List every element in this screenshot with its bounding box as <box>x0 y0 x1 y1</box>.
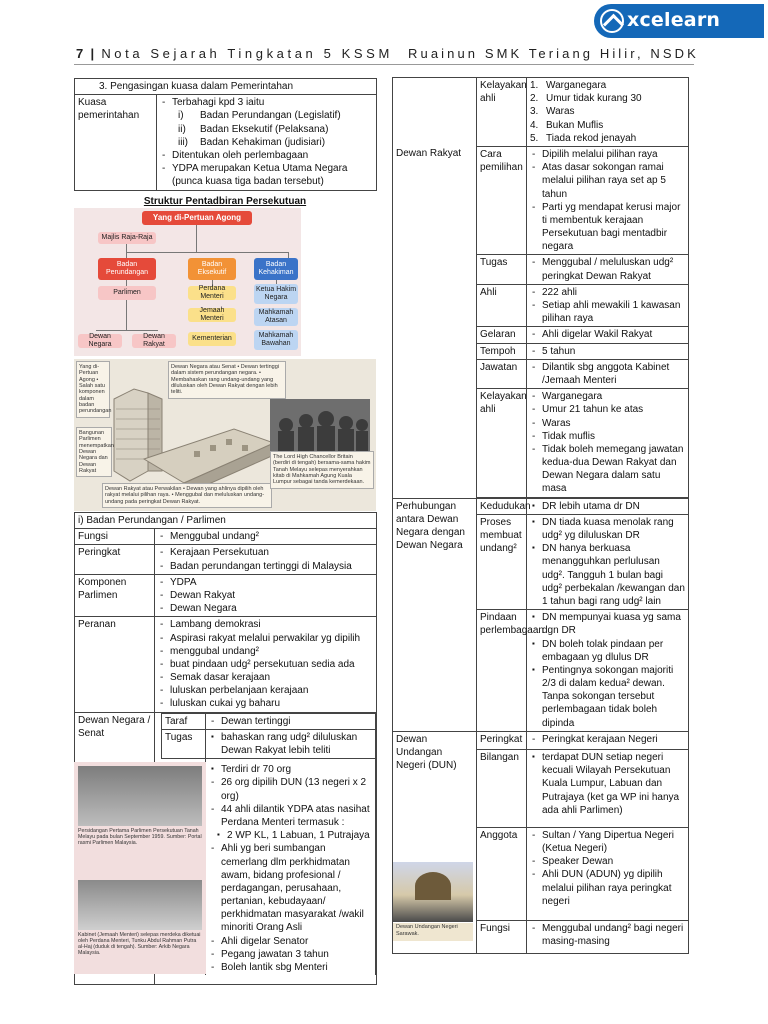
row-item: - Aspirasi rakyat melalui perwakilar yg dipilih <box>158 632 373 645</box>
kelayakan-item: 5. Tiada rekod jenayah <box>530 132 637 144</box>
header-rule <box>74 64 694 65</box>
xcelearn-logo-icon <box>600 9 624 33</box>
photo-caption-2: Kabinet (Jemaah Menteri) selepas merdeka diketuai oleh Perdana Menteri, Tunku Abdul Rahman Putra al-Haj (duduk di tengah). Sumber: Arkib Negara Malaysia. <box>78 932 201 957</box>
row-item: - luluskan perbelanjaan kerajaan <box>158 684 373 697</box>
diagram-dn: Dewan Negara <box>78 334 122 348</box>
page-number: 7 <box>76 46 84 61</box>
row-item: - Dewan Rakyat <box>158 589 373 602</box>
row-item: - buat pindaan udg² persekutuan sedia ada <box>158 658 373 671</box>
kelayakan-item: 3. Waras <box>530 106 575 118</box>
diagram-pm: Perdana Menteri <box>188 286 236 300</box>
diagram-parlimen: Parlimen <box>98 286 156 300</box>
row-label: Fungsi <box>75 529 155 545</box>
dun-row-item: - Sultan / Yang Dipertua Negeri (Ketua Negeri) <box>530 829 685 855</box>
header-left <box>76 45 393 62</box>
row-label: Komponen Parlimen <box>75 574 155 617</box>
kuasa-intro: - Terbahagi kpd 3 iaitu <box>160 96 373 109</box>
dn-row-item: - Dewan tertinggi <box>209 715 372 728</box>
hub-row-item: ▪ DN hanya berkuasa menangguhkan perlulusan udg². Tangguh 1 bulan bagi udg² perbekalan /kewangan dan 1 tahun bagi rang udg² lain <box>530 542 685 608</box>
header-left-title: Nota Sejarah Tingkatan 5 KSSM <box>101 46 393 61</box>
kelayakan-item: 1. Warganegara <box>530 80 607 91</box>
dr-row-label: Cara pemilihan <box>477 146 527 255</box>
dr-row-item: - Tidak boleh memegang jawatan kedua-dua Dewan Rakyat dan Dewan Negara dalam satu masa <box>530 443 685 496</box>
right-table <box>392 77 689 954</box>
logo-text: xcelearn <box>627 9 721 32</box>
photo-caption-1: Persidangan Pertama Parlimen Persekutuan Tanah Melayu pada bulan September 1959. Sumber: Portal rasmi Parlimen Malaysia. <box>78 828 202 847</box>
dr-row-item: - Dilantik sbg anggota Kabinet /Jemaah Menteri <box>530 361 685 387</box>
diagram-jemaah: Jemaah Menteri <box>188 308 236 322</box>
dr-row-item: - 222 ahli <box>530 286 685 299</box>
dr-label: Dewan Rakyat <box>396 148 462 159</box>
row-label: Peranan <box>75 617 155 712</box>
xcelearn-logo <box>594 4 764 38</box>
dun-row-item: ▪ terdapat DUN setiap negeri kecuali Wilayah Persekutuan Kuala Lumpur, Labuan dan Putrajaya (ket ga WP ini hanya ada ahli Parlimen) <box>530 751 685 817</box>
kuasa-point: - Ditentukan oleh perlembagaan <box>160 149 373 162</box>
row-item: - Lambang demokrasi <box>158 618 373 631</box>
row-item: - Kerajaan Persekutuan <box>158 546 373 559</box>
dun-row-label: Bilangan <box>477 750 527 828</box>
kabinet-photo <box>78 880 202 930</box>
hub-row-item: ▪ DN tiada kuasa menolak rang udg² yg diluluskan DR <box>530 516 685 542</box>
hub-row-item: ▪ Pentingnya sokongan majoriti 2/3 di dalam kedua² dewan. Tanpa sokongan tersebut perlembagaan tidak boleh dipinda <box>530 664 685 730</box>
dr-row-label: Kelayakan ahli <box>477 389 527 498</box>
dun-row-item: - Peringkat kerajaan Negeri <box>530 733 685 746</box>
header-separator: | <box>90 46 95 61</box>
bangunan-note: Bangunan Parlimen menempatkan Dewan Negara dan Dewan Rakyat <box>76 427 112 477</box>
row-item: - Menggubal undang² <box>158 530 373 543</box>
diagram-mb: Mahkamah Bawahan <box>254 330 298 350</box>
dr-row-item: - Parti yg mendapat kerusi major ti membentuk kerajaan Persekutuan bagi mentadbir negara <box>530 201 685 254</box>
dn-note: Dewan Negara atau Senat • Dewan tertinggi dalam sistem perundangan negara. • Membahaskan rang undang-undang yang diluluskan oleh Dewan Rakyat dengan lebih teliti. <box>168 361 286 399</box>
dr-row-item: - Waras <box>530 417 685 430</box>
row-label: Peringkat <box>75 545 155 574</box>
ahli-item: ▪ Terdiri dr 70 org <box>209 763 372 776</box>
dr-row-label: Ahli <box>477 284 527 327</box>
ahli-item: - Ahli digelar Senator <box>209 935 372 948</box>
diagram-perundangan: Badan Perundangan <box>98 258 156 280</box>
branch-item: ii) Badan Eksekutif (Pelaksana) <box>178 123 329 135</box>
dr-row-item: - 5 tahun <box>530 345 685 358</box>
dr-row-label: Tempoh <box>477 343 527 359</box>
branch-list <box>160 109 373 149</box>
dun-row-item: - Speaker Dewan <box>530 855 685 868</box>
row-item: - menggubal undang² <box>158 645 373 658</box>
dr-row-item: - Tidak muflis <box>530 430 685 443</box>
dr-row-item: - Umur 21 tahun ke atas <box>530 403 685 416</box>
kelayakan-item: 2. Umur tidak kurang 30 <box>530 93 642 105</box>
ahli-sub: ▪ 2 WP KL, 1 Labuan, 1 Putrajaya <box>215 829 372 842</box>
ahli-item: - 44 ahli dilantik YDPA atas nasihat Perdana Menteri termasuk : <box>209 803 372 829</box>
dr-row-label: Jawatan <box>477 359 527 388</box>
dn-row-item: ▪ bahaskan rang udg² diluluskan Dewan Rakyat lebih teliti <box>209 731 372 757</box>
ahli-item: - 26 org dipilih DUN (13 negeri x 2 org) <box>209 776 372 802</box>
ahli-item: - Boleh lantik sbg Menteri <box>209 961 372 974</box>
diagram-eksekutif: Badan Eksekutif <box>188 258 236 280</box>
kuasa-label: Kuasa pemerintahan <box>75 95 157 190</box>
dr-row-item: - Atas dasar sokongan ramai melalui pilihan raya set ap 5 tahun <box>530 161 685 201</box>
dun-row-item: - Ahli DUN (ADUN) yg dipilih melalui pilihan raya peringkat negeri <box>530 868 685 908</box>
kuasa-content <box>157 95 377 190</box>
diagram-kehakiman: Badan Kehakiman <box>254 258 298 280</box>
dun-row-label: Fungsi <box>477 920 527 953</box>
dn-row-label: Taraf <box>162 713 206 729</box>
row-item: - Dewan Negara <box>158 602 373 615</box>
branch-item: i) Badan Perundangan (Legislatif) <box>178 110 341 122</box>
pentadbiran-diagram <box>74 208 301 356</box>
parlimen-photo <box>78 766 202 826</box>
kuasa-point: - YDPA merupakan Ketua Utama Negara (punca kuasa tiga badan tersebut) <box>160 162 373 188</box>
diagram-ma: Mahkamah Atasan <box>254 308 298 326</box>
row-item: - YDPA <box>158 576 373 589</box>
section-i-title: i) Badan Perundangan / Parlimen <box>75 513 377 529</box>
hub-row-label: Proses membuat undang² <box>477 514 527 609</box>
dun-row-label: Anggota <box>477 827 527 920</box>
ahli-item: - Pegang jawatan 3 tahun <box>209 948 372 961</box>
dun-photo-caption: Dewan Undangan Negeri Sarawak. <box>393 923 473 941</box>
hub-row-label: Kedudukan <box>477 498 527 514</box>
hub-row-item: ▪ DN mempunyai kuasa yg sama dgn DR <box>530 611 685 637</box>
hub-row-item: ▪ DN boleh tolak pindaan per embagaan yg dlulus DR <box>530 638 685 664</box>
diagram-hakim: Ketua Hakim Negara <box>254 284 298 304</box>
row-item: - luluskan cukai yg baharu <box>158 697 373 710</box>
kelayakan-label: Kelayakan ahli <box>477 78 527 147</box>
dr-row-label: Gelaran <box>477 327 527 343</box>
diagram-title: Struktur Pentadbiran Persekutuan <box>143 196 307 207</box>
row-item: - Badan perundangan tertinggi di Malaysia <box>158 560 373 573</box>
hub-row-label: Pindaan perlembagaan <box>477 610 527 732</box>
dr-row-item: - Warganegara <box>530 390 685 403</box>
diagram-majlis: Majlis Raja-Raja <box>98 232 156 244</box>
diagram-ydpa: Yang di-Pertuan Agong <box>142 211 252 225</box>
hub-row-item: ▪ DR lebih utama dr DN <box>530 500 685 513</box>
dun-label: Dewan Undangan Negeri (DUN) <box>393 731 477 953</box>
section-3-title: 3. Pengasingan kuasa dalam Pemerintahan <box>75 79 377 95</box>
historic-photos <box>74 762 206 974</box>
dr-row-item: - Dipilih melalui pilihan raya <box>530 148 685 161</box>
row-item: - Semak dasar kerajaan <box>158 671 373 684</box>
ydpa-note: Yang di-Pertuan Agong • Salah satu komponen dalam badan perundangan <box>76 361 110 418</box>
ahli-item: - Ahli yg beri sumbangan cemerlang dlm perkhidmatan awam, bidang profesional / perdagangan, perusahaan, pertanian, kebudayaan/ perkhidmatan masyarakat /wakil minoriti Orang Asli <box>209 842 372 934</box>
dr-row-item: - Menggubal / meluluskan udg² peringkat Dewan Rakyat <box>530 256 685 282</box>
dr-row-item: - Ahli digelar Wakil Rakyat <box>530 328 685 341</box>
dun-row-item: - Menggubal undang² bagi negeri masing-masing <box>530 922 685 948</box>
dr-row-item: - Setiap ahli mewakili 1 kawasan pilihan raya <box>530 299 685 325</box>
dr-note: Dewan Rakyat atau Perwakilan • Dewan yang ahlinya dipilih oleh rakyat melalui pilihan raya. • Menggubal dan meluluskan undang-undang pada peringkat Dewan Rakyat. <box>102 483 272 508</box>
parlimen-illustration <box>74 359 376 511</box>
diagram-dr: Dewan Rakyat <box>132 334 176 348</box>
section-3-table <box>74 78 377 191</box>
dun-row-label: Peringkat <box>477 731 527 749</box>
dun-sarawak-photo <box>393 862 473 922</box>
diagram-kementerian: Kementerian <box>188 332 236 346</box>
kelayakan-item: 4. Bukan Muflis <box>530 119 604 131</box>
dn-label: Dewan Negara / Senat <box>75 712 155 984</box>
hub-label: Perhubungan antara Dewan Negara dengan Dewan Negara <box>393 498 477 731</box>
chancellor-note: The Lord High Chancellor Britain (berdiri di tengah) bersama-sama hakim Tanah Melayu selepas menyerahkan kitab di Mahkamah Agung Kuala Lumpur sebagai tanda kemerdekaan. <box>270 451 374 489</box>
dn-row-label: Tugas <box>162 729 206 758</box>
dr-row-label: Tugas <box>477 255 527 284</box>
header-right-title: Ruainun SMK Teriang Hilir, NSDK <box>408 46 699 61</box>
branch-item: iii) Badan Kehakiman (judisiari) <box>178 136 326 148</box>
